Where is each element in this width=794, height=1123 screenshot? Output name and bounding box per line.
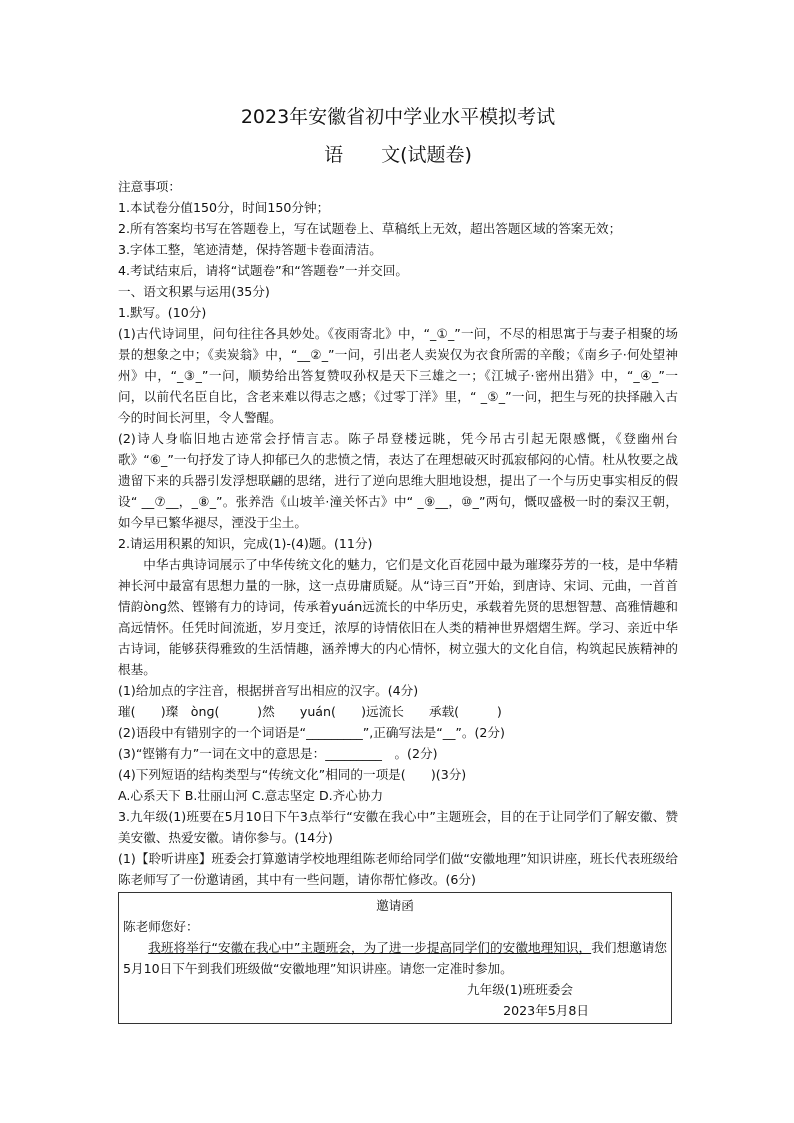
question-1-heading: 1.默写。(10分)	[118, 305, 207, 320]
question-1-part-1: (1)古代诗词里，问句往往各具妙处。《夜雨寄北》中，“_①_”一问，不尽的相思寓于与妻子相聚的场景的想象之中；《卖炭翁》中，“__②_”一问，引出老人卖炭仅为衣食所需的辛酸；《南乡子·何处望神州》中，“_③_”一问，顺势给出答复赞叹孙权是天下三雄之一；《江城子·密州出猎》中，“_④_”一问，以前代名臣自比，含老来难以得志之感；《过零丁洋》里，“ _⑤_”一问，把生与死的抉择融入古今的时间长河里，令人警醒。	[118, 326, 678, 425]
question-3-sub-1: (1)【聆听讲座】班委会打算邀请学校地理组陈老师给同学们做“安徽地理”知识讲座，班长代表班级给陈老师写了一份邀请函，其中有一些问题，请你帮忙修改。(6分)	[118, 851, 678, 887]
notice-block	[118, 176, 678, 281]
notice-item-2: 2.所有答案均书写在答题卷上，写在试题卷上、草稿纸上无效，超出答题区域的答案无效；	[118, 221, 622, 236]
letter-body	[123, 937, 667, 979]
question-1-part-2: (2)诗人身临旧地古迹常会抒情言志。陈子昂登楼远眺，凭今吊古引起无限感慨，《登幽州台歌》“⑥_”一句抒发了诗人抑郁已久的悲愤之情，表达了在理想破灭时孤寂郁闷的心情。杜从牧要之战遗留下来的兵器引发浮想联翩的思绪，进行了逆向思维大胆地设想，提出了一个与历史事实相反的假设“ __⑦__，_⑧_”。张养浩《山坡羊·潼关怀古》中“ _⑨__，⑩_”两句，慨叹盛极一时的秦汉王朝，如今早已繁华褪尽，湮没于尘土。	[118, 431, 678, 530]
notice-item-1: 1.本试卷分值150分，时间150分钟；	[118, 200, 330, 215]
question-2-sub-2: (2)语段中有错别字的一个词语是“_________”,正确写法是“__”。(2分)	[118, 725, 505, 740]
question-2-options: A.心系天下 B.壮丽山河 C.意志坚定 D.齐心协力	[118, 788, 384, 803]
letter-signature: 九年级(1)班班委会	[467, 982, 573, 997]
question-2	[118, 533, 678, 806]
letter-body-rest: 我们想邀请您5月10日下午到我们班级做“安徽地理”知识讲座。请您一定准时参加。	[123, 940, 667, 976]
question-2-heading: 2.请运用积累的知识，完成(1)-(4)题。(11分)	[118, 536, 373, 551]
question-1	[118, 302, 678, 533]
exam-title: 2023年安徽省初中学业水平模拟考试	[240, 106, 556, 128]
letter-greeting: 陈老师您好：	[123, 919, 199, 934]
notice-item-4: 4.考试结束后，请将“试题卷”和“答题卷”一并交回。	[118, 263, 408, 278]
letter-title: 邀请函	[376, 898, 414, 913]
question-2-sub-4: (4)下列短语的结构类型与“传统文化”相同的一项是( )(3分)	[118, 767, 467, 782]
notice-heading: 注意事项：	[118, 179, 181, 194]
question-2-sub-3: (3)“铿锵有力”一词在文中的意思是：_________ 。(2分)	[118, 746, 438, 761]
letter-date: 2023年5月8日	[503, 1003, 589, 1018]
question-3	[118, 806, 678, 1024]
letter-body-underlined: 我班将举行“安徽在我心中”主题班会，为了进一步提高同学们的安徽地理知识，	[148, 940, 592, 955]
section-heading: 一、语文积累与运用(35分)	[118, 284, 270, 299]
exam-subtitle: 语 文(试题卷)	[324, 144, 472, 166]
notice-item-3: 3.字体工整，笔迹清楚，保持答题卡卷面清洁。	[118, 242, 382, 257]
question-2-sub-1: (1)给加点的字注音，根据拼音写出相应的汉字。(4分)	[118, 683, 419, 698]
invitation-letter-box	[118, 892, 672, 1024]
question-2-sub-1-line: 璀( )璨 ònɡ( )然 yuán( )远流长 承载( )	[118, 704, 502, 719]
question-2-passage: 中华古典诗词展示了中华传统文化的魅力，它们是文化百花园中最为璀璨芬芳的一枝，是中华精神长河中最富有思想力量的一脉，这一点毋庸质疑。从“诗三百”开始，到唐诗、宋词、元曲，一首首情韵ònɡ然、铿锵有力的诗词，传承着yuán远流长的中华历史，承载着先贤的思想智慧、高雅情趣和高远情怀。任凭时间流逝，岁月变迁，浓厚的诗情依旧在人类的精神世界熠熠生辉。学习、亲近中华古诗词，能够获得雅致的生活情趣，涵养博大的内心情怀，树立强大的文化自信，构筑起民族精神的根基。	[118, 557, 678, 677]
exam-page	[118, 104, 678, 1024]
question-3-heading: 3.九年级(1)班要在5月10日下午3点举行“安徽在我心中”主题班会，目的在于让同学们了解安徽、赞美安徽、热爱安徽。请你参与。(14分)	[118, 809, 678, 845]
